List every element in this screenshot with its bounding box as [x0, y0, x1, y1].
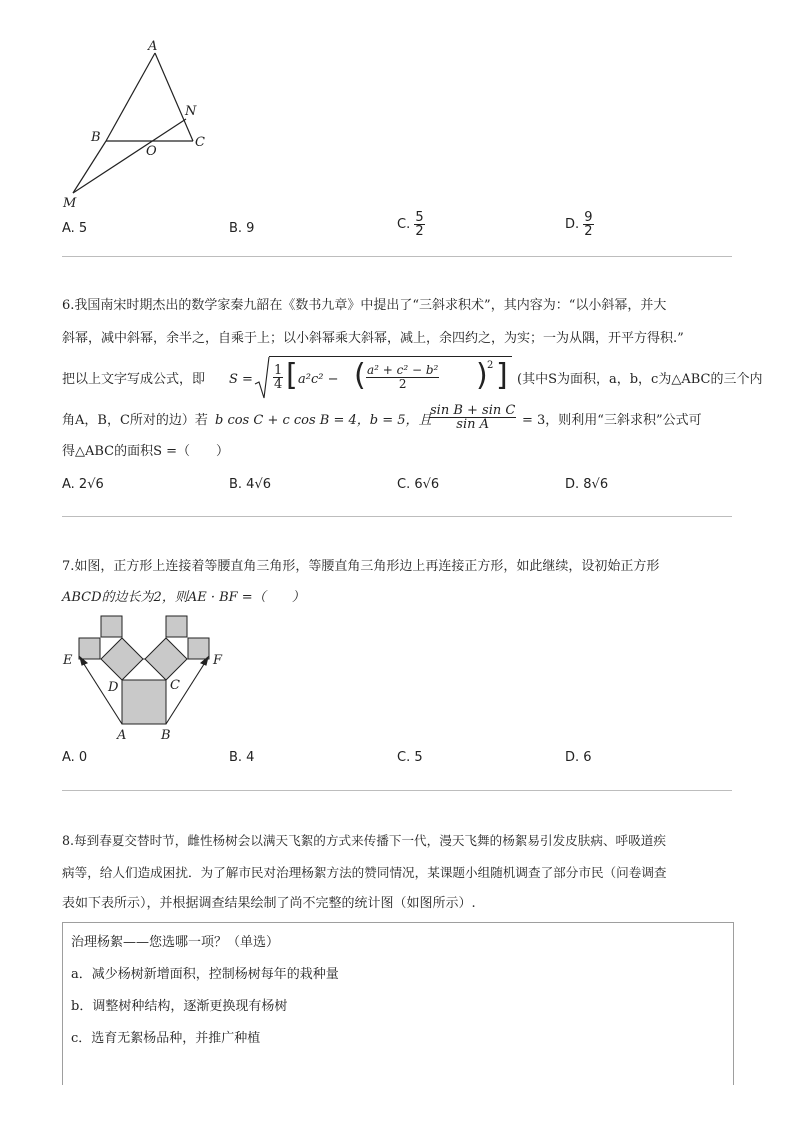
- q6-formula-bracket-close: ]: [496, 358, 508, 393]
- left-square-1: [101, 638, 143, 680]
- q6-line-5: 得△ABC的面积S =（ ）: [62, 444, 230, 459]
- left-side-square: [79, 638, 100, 659]
- q7-fractal-figure: [60, 612, 235, 744]
- q6-line-4-prefix: 角A，B，C所对的边）若: [62, 413, 208, 428]
- q6-line-4-fraction: [429, 404, 516, 431]
- survey-title: 治理杨絮——您选哪一项？（单选）: [71, 935, 280, 950]
- divider-1: [62, 256, 732, 257]
- line-AC: [155, 53, 193, 141]
- q5-option-d-fraction: [583, 211, 593, 238]
- q5-option-b[interactable]: B. 9: [229, 221, 255, 236]
- q6-formula-paren-open: (: [354, 358, 366, 393]
- q6-line-4-suffix: = 3，则利用“三斜求积”公式可: [522, 413, 702, 428]
- q8-line-3: 表如下表所示），并根据调查结果绘制了尚不完整的统计图（如图所示）.: [62, 896, 476, 911]
- q7-option-b[interactable]: B. 4: [229, 750, 255, 765]
- q6-formula-S: S =: [229, 372, 253, 387]
- q6-formula-paren-close: ): [476, 358, 488, 393]
- q7-line-1: 7.如图，正方形上连接着等腰直角三角形，等腰直角三角形边上再连接正方形，如此继续，设初始正方形: [62, 559, 660, 574]
- q5-option-d-den: 2: [584, 224, 593, 239]
- q6-option-b[interactable]: B. 4√6: [229, 477, 272, 492]
- label-A: A: [117, 728, 127, 743]
- q8-line-2: 病等，给人们造成困扰．为了解市民对治理杨絮方法的赞同情况，某课题小组随机调查了部分市民（问卷调查: [62, 865, 667, 880]
- right-square-1: [145, 638, 187, 680]
- q8-survey-table: [62, 922, 734, 1085]
- left-top-square: [101, 616, 122, 637]
- label-F: F: [213, 653, 223, 668]
- q6-line-4-condition: b cos C + c cos B = 4，b = 5，且: [215, 413, 432, 428]
- q5-option-c-num: 5: [415, 210, 424, 225]
- q5-option-d[interactable]: [565, 211, 594, 238]
- label-B: B: [91, 130, 101, 145]
- q6-line-2: 斜幂，减中斜幂，余半之，自乘于上；以小斜幂乘大斜幂，减上，余四约之，为实；一为从隅，开平方得积.”: [62, 331, 684, 346]
- line-MB: [73, 141, 106, 193]
- q6-line-3-prefix: 把以上文字写成公式，即: [62, 372, 206, 387]
- label-D: D: [108, 680, 119, 695]
- q6-option-c[interactable]: C. 6√6: [397, 477, 440, 492]
- label-O: O: [146, 144, 157, 159]
- line-AB: [106, 53, 155, 141]
- q8-line-1: 8.每到春夏交替时节，雌性杨树会以满天飞絮的方式来传播下一代，漫天飞舞的杨絮易引发皮肤病、呼吸道疾: [62, 833, 666, 848]
- q5-option-c[interactable]: [397, 211, 425, 238]
- survey-option-c: c．选育无絮杨品种，并推广种植: [71, 1031, 261, 1046]
- q6-formula-quarter-num: 1: [274, 363, 283, 378]
- label-B: B: [161, 728, 171, 743]
- survey-option-a: a．减少杨树新增面积，控制杨树每年的栽种量: [71, 967, 339, 982]
- q6-formula-quarter-den: 4: [274, 377, 283, 392]
- label-E: E: [63, 653, 73, 668]
- survey-option-b: b．调整树种结构，逐渐更换现有杨树: [71, 999, 288, 1014]
- q6-formula-square: 2: [487, 360, 494, 371]
- q5-option-c-prefix: C.: [397, 217, 411, 232]
- q5-option-d-prefix: D.: [565, 217, 580, 232]
- q6-option-a[interactable]: A. 2√6: [62, 477, 104, 492]
- q6-formula-bracket-open: [: [286, 358, 298, 393]
- q5-option-c-den: 2: [415, 224, 424, 239]
- label-M: M: [63, 196, 77, 211]
- q7-option-c[interactable]: C. 5: [397, 750, 423, 765]
- q6-formula-inner-num: a² + c² − b²: [367, 363, 439, 377]
- q6-line-3-suffix: (其中S为面积，a，b，c为△ABC的三个内: [517, 372, 763, 387]
- q6-formula-inner-den: 2: [398, 377, 407, 391]
- q7-option-a[interactable]: A. 0: [62, 750, 88, 765]
- q6-line-4-frac-num: sin B + sin C: [430, 403, 516, 418]
- q6-formula-inner-fraction: [366, 364, 439, 391]
- q5-option-c-fraction: [414, 211, 424, 238]
- q6-line-1: 6.我国南宋时期杰出的数学家秦九韶在《数书九章》中提出了“三斜求积术”，其内容为：“以小斜幂，并大: [62, 298, 667, 313]
- q5-option-a[interactable]: A. 5: [62, 221, 88, 236]
- label-C: C: [195, 135, 205, 150]
- q6-sqrt-bar: [269, 356, 512, 357]
- label-A: A: [148, 39, 158, 54]
- line-MN: [73, 119, 186, 193]
- right-side-square: [188, 638, 209, 659]
- label-N: N: [185, 104, 197, 119]
- divider-3: [62, 790, 732, 791]
- right-top-square: [166, 616, 187, 637]
- q7-line-2: ABCD的边长为2，则AE · BF =（ ）: [62, 590, 305, 605]
- q6-formula-quarter: [273, 364, 283, 391]
- q5-option-d-num: 9: [584, 210, 593, 225]
- q6-formula-a2c2: a²c² −: [298, 372, 339, 387]
- q5-triangle-figure: [55, 35, 225, 215]
- q6-line-4-frac-den: sin A: [456, 417, 490, 432]
- divider-2: [62, 516, 732, 517]
- q6-sqrt-sign: [254, 356, 270, 400]
- square-ABCD: [122, 680, 166, 724]
- q7-option-d[interactable]: D. 6: [565, 750, 592, 765]
- label-C: C: [170, 678, 180, 693]
- q6-option-d[interactable]: D. 8√6: [565, 477, 609, 492]
